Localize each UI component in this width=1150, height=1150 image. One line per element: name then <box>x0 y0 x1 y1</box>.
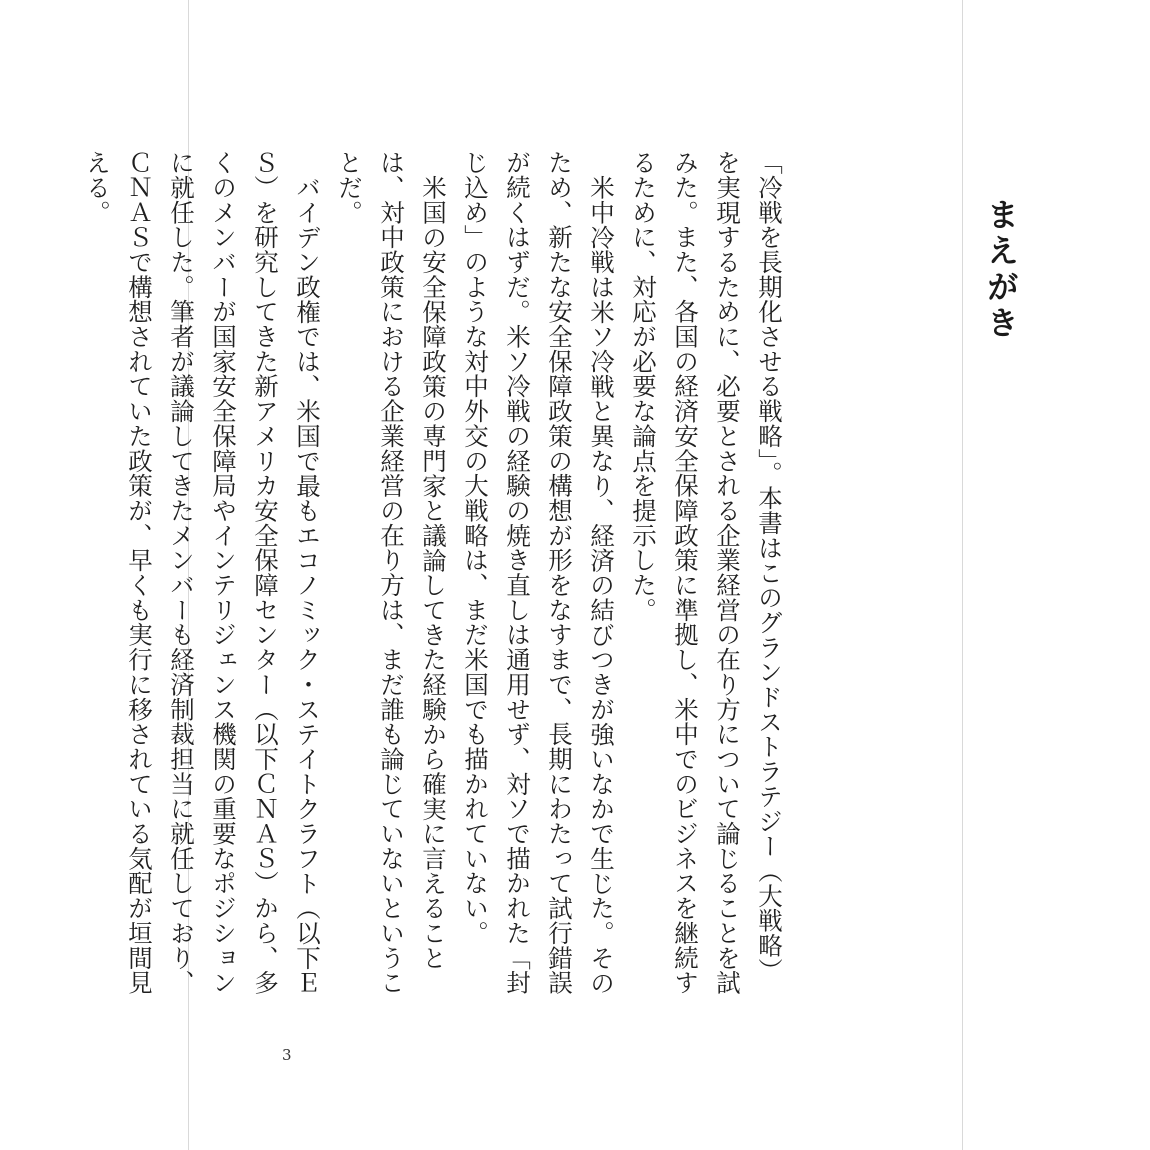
page-number: 3 <box>282 1046 292 1064</box>
paragraph-1: 「冷戦を長期化させる戦略」。本書はこのグランドストラテジー（大戦略）を実現するために、必要とされる企業経営の在り方について論じることを試みた。また、各国の経済安全保障政策に準拠し、米中でのビジネスを継続するために、対応が必要な論点を提示した。 <box>629 150 784 995</box>
paragraph-2: 米中冷戦は米ソ冷戦と異なり、経済の結びつきが強いなかで生じた。そのため、新たな安全保障政策の構想が形をなすまで、長期にわたって試行錯誤が続くはずだ。米ソ冷戦の経験の焼き直しは通用せず、対ソで描かれた「封じ込め」のような対中外交の大戦略は、まだ米国でも描かれていない。 <box>461 150 616 995</box>
body-text <box>83 150 790 1002</box>
paragraph-4: バイデン政権では、米国で最もエコノミック・ステイトクラフト（以下ＥＳ）を研究してきた新アメリカ安全保障センター（以下ＣＮＡＳ）から、多くのメンバーが国家安全保障局やインテリジェンス機関の重要なポジションに就任した。筆者が議論してきたメンバーも経済制裁担当に就任しており、ＣＮＡＳで構想されていた政策が、早くも実行に移されている気配が垣間見える。 <box>83 150 322 995</box>
paragraph-3: 米国の安全保障政策の専門家と議論してきた経験から確実に言えることは、対中政策における企業経営の在り方は、まだ誰も論じていないということだ。 <box>335 150 448 995</box>
chapter-title: まえがき <box>982 198 1020 342</box>
